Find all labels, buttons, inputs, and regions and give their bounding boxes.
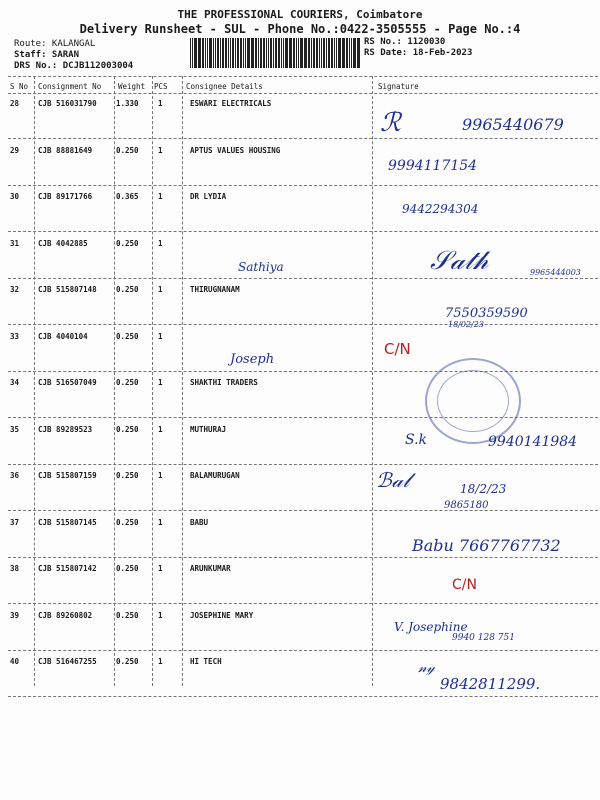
row-pcs: 1 — [158, 425, 163, 434]
row-weight: 0.250 — [116, 611, 139, 620]
row-cons: CJB 89289523 — [38, 425, 93, 434]
hw-phone-36: 9865180 — [444, 500, 489, 511]
row-cons: CJB 516507049 — [38, 378, 97, 387]
barcode-bar — [351, 38, 353, 68]
row-weight: 0.250 — [116, 146, 139, 155]
barcode-bar — [273, 38, 274, 68]
row-weight: 0.250 — [116, 471, 139, 480]
hw-phone-30: 9442294304 — [402, 202, 479, 216]
row-separator — [8, 371, 598, 372]
row-sno: 28 — [10, 99, 20, 108]
barcode-bar — [305, 38, 307, 68]
barcode-bar — [323, 38, 325, 68]
row-consignee: HI TECH — [190, 657, 222, 666]
row-sno: 39 — [10, 611, 20, 620]
row-weight: 0.250 — [116, 657, 139, 666]
barcode-bar — [266, 38, 267, 68]
col-divider — [34, 76, 35, 686]
row-separator — [8, 557, 598, 558]
header-rule — [8, 93, 598, 94]
barcode-bar — [343, 38, 345, 68]
barcode-bar — [285, 38, 287, 68]
row-separator — [8, 464, 598, 465]
barcode-bar — [213, 38, 214, 68]
row-consignee: THIRUGNANAM — [190, 285, 240, 294]
barcode-bar — [220, 38, 221, 68]
rs-number: RS No.: 1120030 — [364, 37, 446, 47]
hw-phone-28: 9965440679 — [462, 115, 564, 134]
barcode-bar — [342, 38, 343, 68]
col-header-consignment: Consignment No — [38, 82, 102, 91]
barcode-bar — [316, 38, 318, 68]
barcode-bar — [334, 38, 335, 68]
row-sno: 31 — [10, 239, 20, 248]
row-cons: CJB 89260802 — [38, 611, 93, 620]
hw-cn-mark-33: C/N — [384, 340, 411, 358]
row-sno: 33 — [10, 332, 20, 341]
row-weight: 0.250 — [116, 332, 139, 341]
barcode — [190, 38, 360, 68]
row-weight: 0.250 — [116, 425, 139, 434]
barcode-bar — [278, 38, 280, 68]
table-top-rule — [8, 76, 598, 77]
row-consignee: BALAMURUGAN — [190, 471, 240, 480]
barcode-bar — [232, 38, 234, 68]
row-consignee: MUTHURAJ — [190, 425, 227, 434]
barcode-bar — [293, 38, 295, 68]
col-header-weight: Weight — [118, 82, 146, 91]
col-header-pcs: PCS — [154, 82, 168, 91]
hw-phone-32: 7550359590 — [445, 306, 528, 321]
row-cons: CJB 515807159 — [38, 471, 97, 480]
barcode-bar — [255, 38, 257, 68]
row-weight: 0.250 — [116, 518, 139, 527]
hw-name-33: Joseph — [230, 352, 275, 367]
barcode-bar — [283, 38, 285, 68]
signature-scrawl: ℛ — [380, 108, 401, 138]
barcode-bar — [298, 38, 300, 68]
rs-date: RS Date: 18-Feb-2023 — [364, 48, 473, 58]
barcode-bar — [240, 38, 242, 68]
barcode-bar — [321, 38, 323, 68]
row-cons: CJB 89171766 — [38, 192, 93, 201]
col-divider — [114, 76, 115, 686]
row-consignee: ESWARI ELECTRICALS — [190, 99, 272, 108]
hw-phone-40: 9842811299. — [440, 675, 541, 693]
barcode-bar — [207, 38, 209, 68]
row-consignee: DR LYDIA — [190, 192, 227, 201]
barcode-bar — [304, 38, 305, 68]
barcode-bar — [205, 38, 206, 68]
row-sno: 29 — [10, 146, 20, 155]
barcode-bar — [228, 38, 229, 68]
row-sno: 32 — [10, 285, 20, 294]
barcode-bar — [237, 38, 239, 68]
barcode-bar — [263, 38, 265, 68]
barcode-bar — [289, 38, 290, 68]
row-weight: 0.365 — [116, 192, 139, 201]
row-separator — [8, 650, 598, 651]
row-separator — [8, 278, 598, 279]
barcode-bar — [300, 38, 302, 68]
col-divider — [182, 76, 183, 686]
hw-initial-35: S.k — [405, 432, 428, 448]
col-header-signature: Signature — [378, 82, 419, 91]
barcode-bar — [222, 38, 224, 68]
row-pcs: 1 — [158, 99, 163, 108]
barcode-bar — [358, 38, 360, 68]
row-sno: 35 — [10, 425, 20, 434]
route-label: Route: KALANGAL — [14, 39, 96, 49]
row-weight: 0.250 — [116, 239, 139, 248]
barcode-bar — [235, 38, 236, 68]
barcode-bar — [346, 38, 348, 68]
row-weight: 1.330 — [116, 99, 139, 108]
hw-phone-31: 9965444003 — [530, 268, 581, 277]
row-pcs: 1 — [158, 518, 163, 527]
hw-name-39: V. Josephine — [394, 620, 468, 634]
barcode-bar — [290, 38, 292, 68]
barcode-bar — [328, 38, 330, 68]
row-cons: CJB 4040104 — [38, 332, 88, 341]
barcode-bar — [258, 38, 259, 68]
barcode-bar — [270, 38, 272, 68]
row-separator — [8, 603, 598, 604]
barcode-bar — [252, 38, 254, 68]
col-header-consignee: Consignee Details — [186, 82, 263, 91]
row-pcs: 1 — [158, 285, 163, 294]
row-pcs: 1 — [158, 378, 163, 387]
barcode-bar — [260, 38, 262, 68]
runsheet-subtitle: Delivery Runsheet - SUL - Phone No.:0422-3505555 - Page No.:4 — [79, 22, 521, 36]
row-separator — [8, 696, 598, 697]
row-pcs: 1 — [158, 611, 163, 620]
hw-cn-mark-38: C/N — [452, 577, 477, 593]
company-title: THE PROFESSIONAL COURIERS, Coimbatore — [177, 8, 423, 21]
signature-scrawl: ℬ𝒶𝓁 — [376, 468, 410, 492]
barcode-bar — [198, 38, 199, 68]
barcode-bar — [247, 38, 249, 68]
row-separator — [8, 185, 598, 186]
barcode-bar — [209, 38, 211, 68]
row-separator — [8, 231, 598, 232]
signature-scrawl: 𝓃𝓎 — [418, 660, 435, 676]
row-cons: CJB 515807148 — [38, 285, 97, 294]
barcode-bar — [202, 38, 204, 68]
delivery-stamp — [425, 358, 521, 444]
row-pcs: 1 — [158, 564, 163, 573]
hw-date-36: 18/2/23 — [460, 482, 507, 496]
row-pcs: 1 — [158, 192, 163, 201]
col-divider — [152, 76, 153, 686]
barcode-bar — [319, 38, 320, 68]
row-pcs: 1 — [158, 332, 163, 341]
row-separator — [8, 324, 598, 325]
barcode-bar — [217, 38, 219, 68]
row-cons: CJB 515807145 — [38, 518, 97, 527]
hw-date-32: 18/02/23 — [448, 320, 484, 329]
barcode-bar — [245, 38, 247, 68]
row-consignee: SHAKTHI TRADERS — [190, 378, 258, 387]
hw-phone-37: Babu 7667767732 — [412, 536, 561, 555]
row-weight: 0.250 — [116, 564, 139, 573]
row-cons: CJB 516467255 — [38, 657, 97, 666]
barcode-bar — [326, 38, 327, 68]
row-consignee: APTUS VALUES HOUSING — [190, 146, 281, 155]
barcode-bar — [336, 38, 338, 68]
signature-scrawl: 𝒮𝒶𝓉𝒽 — [430, 246, 489, 276]
row-sno: 37 — [10, 518, 20, 527]
hw-phone-39: 9940 128 751 — [452, 633, 515, 643]
row-pcs: 1 — [158, 239, 163, 248]
drs-label: DRS No.: DCJB112003004 — [14, 61, 134, 71]
row-pcs: 1 — [158, 146, 163, 155]
barcode-bar — [331, 38, 333, 68]
row-sno: 36 — [10, 471, 20, 480]
barcode-bar — [243, 38, 244, 68]
barcode-bar — [313, 38, 315, 68]
barcode-bar — [199, 38, 201, 68]
row-cons: CJB 516031790 — [38, 99, 97, 108]
row-sno: 30 — [10, 192, 20, 201]
barcode-bar — [215, 38, 217, 68]
row-weight: 0.250 — [116, 285, 139, 294]
row-weight: 0.250 — [116, 378, 139, 387]
barcode-bar — [308, 38, 310, 68]
row-sno: 38 — [10, 564, 20, 573]
hw-phone-35: 9940141984 — [488, 434, 578, 450]
barcode-bar — [275, 38, 277, 68]
row-sno: 34 — [10, 378, 20, 387]
row-sno: 40 — [10, 657, 20, 666]
barcode-bar — [296, 38, 297, 68]
staff-label: Staff: SARAN — [14, 50, 80, 60]
barcode-bar — [192, 38, 194, 68]
barcode-bar — [281, 38, 282, 68]
barcode-bar — [225, 38, 227, 68]
barcode-bar — [268, 38, 270, 68]
barcode-bar — [353, 38, 355, 68]
row-separator — [8, 138, 598, 139]
hw-phone-29: 9994117154 — [388, 158, 478, 174]
barcode-bar — [194, 38, 196, 68]
barcode-bar — [338, 38, 340, 68]
barcode-bar — [357, 38, 358, 68]
barcode-bar — [190, 38, 191, 68]
row-consignee: ARUNKUMAR — [190, 564, 231, 573]
hw-name-31: Sathiya — [238, 260, 284, 274]
barcode-bar — [251, 38, 252, 68]
col-header-sno: S No — [10, 82, 29, 91]
row-consignee: JOSEPHINE MARY — [190, 611, 254, 620]
row-cons: CJB 88881649 — [38, 146, 93, 155]
row-consignee: BABU — [190, 518, 209, 527]
barcode-bar — [311, 38, 312, 68]
col-divider — [372, 76, 373, 686]
row-pcs: 1 — [158, 471, 163, 480]
row-separator — [8, 510, 598, 511]
row-cons: CJB 515807142 — [38, 564, 97, 573]
row-pcs: 1 — [158, 657, 163, 666]
barcode-bar — [349, 38, 350, 68]
row-cons: CJB 4042885 — [38, 239, 88, 248]
barcode-bar — [230, 38, 232, 68]
